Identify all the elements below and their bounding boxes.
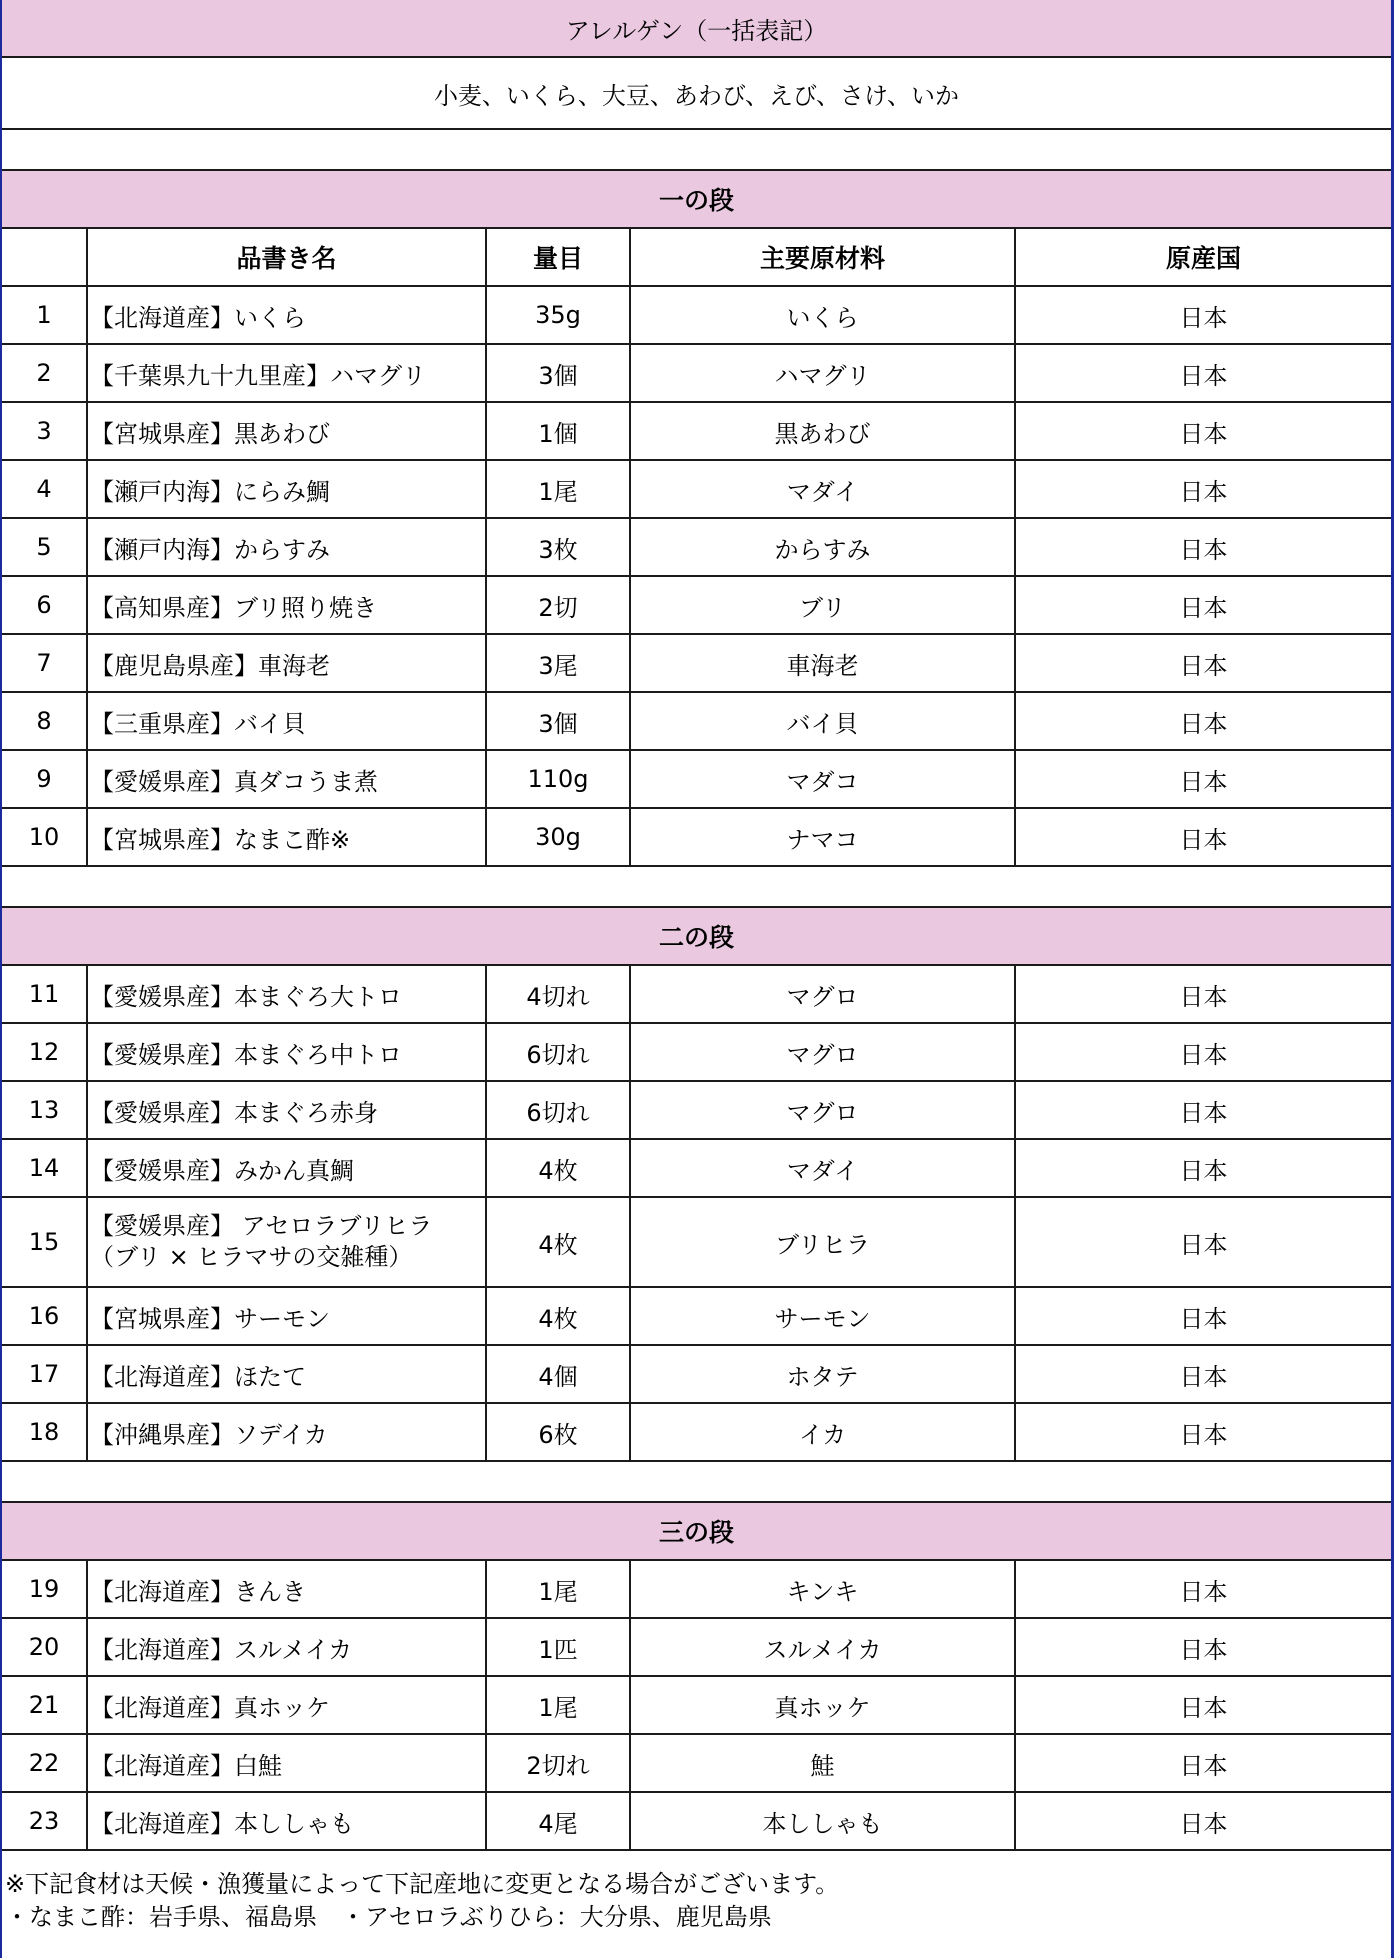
item-no: 6: [36, 591, 52, 619]
item-name: 【宮城県産】黒あわび: [86, 403, 485, 459]
item-origin: 日本: [1014, 1082, 1391, 1138]
item-name: 【千葉県九十九里産】ハマグリ: [86, 345, 485, 401]
item-quantity: 4枚: [485, 1198, 629, 1286]
item-name: 【宮城県産】サーモン: [86, 1288, 485, 1344]
allergen-title-row: [2, 0, 1391, 58]
item-no: 12: [28, 1038, 60, 1066]
item-name: 【愛媛県産】本まぐろ中トロ: [86, 1024, 485, 1080]
item-origin: 日本: [1014, 461, 1391, 517]
item-material: バイ貝: [629, 693, 1014, 749]
item-no: 9: [36, 765, 52, 793]
item-origin: 日本: [1014, 1677, 1391, 1733]
item-material: キンキ: [629, 1561, 1014, 1617]
item-quantity: 4切れ: [485, 966, 629, 1022]
item-material: マグロ: [629, 966, 1014, 1022]
item-origin: 日本: [1014, 345, 1391, 401]
table-row: [2, 1288, 1391, 1346]
item-origin: 日本: [1014, 966, 1391, 1022]
item-material: マダイ: [629, 1140, 1014, 1196]
table-row: [2, 751, 1391, 809]
item-origin: 日本: [1014, 519, 1391, 575]
table-row: [2, 809, 1391, 867]
item-origin: 日本: [1014, 1198, 1391, 1286]
item-quantity: 4枚: [485, 1140, 629, 1196]
item-name: 【鹿児島県産】車海老: [86, 635, 485, 691]
item-quantity: 2切: [485, 577, 629, 633]
footnote-line-2: ・なまこ酢：岩手県、福島県 ・アセロラぶりひら：大分県、鹿児島県: [5, 1903, 772, 1931]
item-origin: 日本: [1014, 1346, 1391, 1402]
item-no: 13: [28, 1096, 60, 1124]
item-material: 鮭: [629, 1735, 1014, 1791]
item-no: 7: [36, 649, 52, 677]
item-material: マグロ: [629, 1082, 1014, 1138]
table-row: [2, 577, 1391, 635]
header-material: 主要原材料: [629, 229, 1014, 285]
item-origin: 日本: [1014, 287, 1391, 343]
table-row: [2, 519, 1391, 577]
header-name: 品書き名: [86, 229, 485, 285]
item-no: 4: [36, 475, 52, 503]
item-origin: 日本: [1014, 1619, 1391, 1675]
item-quantity: 6切れ: [485, 1024, 629, 1080]
item-material: いくら: [629, 287, 1014, 343]
item-origin: 日本: [1014, 1404, 1391, 1460]
section-title: 二の段: [658, 923, 734, 952]
item-origin: 日本: [1014, 751, 1391, 807]
table-row: [2, 635, 1391, 693]
item-name: [86, 1198, 485, 1286]
allergen-items: 小麦、いくら、大豆、あわび、えび、さけ、いか: [433, 81, 960, 110]
item-name: 【宮城県産】なまこ酢※: [86, 809, 485, 865]
item-quantity: 30g: [485, 809, 629, 865]
item-no: 2: [36, 359, 52, 387]
allergen-items-row: [2, 58, 1391, 130]
item-material: マダコ: [629, 751, 1014, 807]
item-material: 本ししゃも: [629, 1793, 1014, 1849]
table-row: [2, 1346, 1391, 1404]
table-row: [2, 345, 1391, 403]
table-row: [2, 966, 1391, 1024]
item-material: からすみ: [629, 519, 1014, 575]
item-origin: 日本: [1014, 809, 1391, 865]
item-no: 10: [28, 823, 60, 851]
spacer-row: [2, 867, 1391, 908]
table-row: [2, 1677, 1391, 1735]
item-quantity: 1匹: [485, 1619, 629, 1675]
item-material: ホタテ: [629, 1346, 1014, 1402]
item-name: 【高知県産】ブリ照り焼き: [86, 577, 485, 633]
item-material: 真ホッケ: [629, 1677, 1014, 1733]
item-name: 【北海道産】きんき: [86, 1561, 485, 1617]
item-no: 5: [36, 533, 52, 561]
item-quantity: 110g: [485, 751, 629, 807]
table-row: [2, 461, 1391, 519]
table-row: [2, 1198, 1391, 1288]
section-title-row: [2, 171, 1391, 229]
spacer-row: [2, 130, 1391, 171]
item-quantity: 4枚: [485, 1288, 629, 1344]
item-no: 20: [28, 1633, 60, 1661]
item-origin: 日本: [1014, 1735, 1391, 1791]
item-no: 11: [28, 980, 60, 1008]
item-name: 【北海道産】いくら: [86, 287, 485, 343]
item-quantity: 1尾: [485, 1561, 629, 1617]
item-material: スルメイカ: [629, 1619, 1014, 1675]
table-row: [2, 1024, 1391, 1082]
item-quantity: 1尾: [485, 1677, 629, 1733]
item-quantity: 1個: [485, 403, 629, 459]
item-material: マダイ: [629, 461, 1014, 517]
item-quantity: 6切れ: [485, 1082, 629, 1138]
item-no: 22: [28, 1749, 60, 1777]
item-quantity: 3個: [485, 693, 629, 749]
item-no: 1: [36, 301, 52, 329]
item-name: 【愛媛県産】真ダコうま煮: [86, 751, 485, 807]
item-quantity: 1尾: [485, 461, 629, 517]
item-quantity: 4尾: [485, 1793, 629, 1849]
item-name-line1: 【愛媛県産】 アセロラブリヒラ: [90, 1212, 433, 1240]
item-material: ハマグリ: [629, 345, 1014, 401]
item-origin: 日本: [1014, 1024, 1391, 1080]
footnote-line-1: ※下記食材は天候・漁獲量によって下記産地に変更となる場合がございます。: [5, 1870, 840, 1898]
footnotes: [5, 1868, 839, 1934]
table-row: [2, 1082, 1391, 1140]
item-quantity: 6枚: [485, 1404, 629, 1460]
item-material: ナマコ: [629, 809, 1014, 865]
table-row: [2, 693, 1391, 751]
table-row: [2, 1619, 1391, 1677]
item-name: 【北海道産】ほたて: [86, 1346, 485, 1402]
header-quantity: 量目: [485, 229, 629, 285]
item-no: 16: [28, 1302, 60, 1330]
item-material: イカ: [629, 1404, 1014, 1460]
item-no: 15: [28, 1228, 60, 1256]
item-material: サーモン: [629, 1288, 1014, 1344]
item-origin: 日本: [1014, 1288, 1391, 1344]
item-quantity: 3尾: [485, 635, 629, 691]
item-no: 14: [28, 1154, 60, 1182]
item-no: 23: [28, 1807, 60, 1835]
item-name: 【北海道産】本ししゃも: [86, 1793, 485, 1849]
spacer-row: [2, 1462, 1391, 1503]
table-row: [2, 1793, 1391, 1851]
item-no: 17: [28, 1360, 60, 1388]
item-origin: 日本: [1014, 635, 1391, 691]
section-title: 一の段: [658, 186, 734, 215]
header-no: [2, 229, 86, 285]
item-origin: 日本: [1014, 1561, 1391, 1617]
item-name: 【瀬戸内海】からすみ: [86, 519, 485, 575]
item-quantity: 4個: [485, 1346, 629, 1402]
item-name: 【瀬戸内海】にらみ鯛: [86, 461, 485, 517]
item-name: 【三重県産】バイ貝: [86, 693, 485, 749]
item-quantity: 35g: [485, 287, 629, 343]
item-name: 【北海道産】スルメイカ: [86, 1619, 485, 1675]
item-quantity: 3個: [485, 345, 629, 401]
item-no: 19: [28, 1575, 60, 1603]
item-material: ブリヒラ: [629, 1198, 1014, 1286]
header-origin: 原産国: [1014, 229, 1391, 285]
table-row: [2, 403, 1391, 461]
item-name: 【北海道産】白鮭: [86, 1735, 485, 1791]
item-quantity: 3枚: [485, 519, 629, 575]
item-name: 【愛媛県産】本まぐろ赤身: [86, 1082, 485, 1138]
item-origin: 日本: [1014, 403, 1391, 459]
table-row: [2, 1561, 1391, 1619]
allergen-title: アレルゲン（一括表記）: [565, 16, 828, 45]
table-header-row: [2, 229, 1391, 287]
item-name: 【沖縄県産】ソデイカ: [86, 1404, 485, 1460]
section-title: 三の段: [658, 1518, 734, 1547]
item-origin: 日本: [1014, 693, 1391, 749]
item-origin: 日本: [1014, 1793, 1391, 1849]
item-no: 3: [36, 417, 52, 445]
item-origin: 日本: [1014, 1140, 1391, 1196]
item-no: 18: [28, 1418, 60, 1446]
item-origin: 日本: [1014, 577, 1391, 633]
item-no: 8: [36, 707, 52, 735]
item-name: 【愛媛県産】本まぐろ大トロ: [86, 966, 485, 1022]
item-name: 【愛媛県産】みかん真鯛: [86, 1140, 485, 1196]
item-name-line2: （ブリ × ヒラマサの交雑種）: [90, 1243, 413, 1271]
item-no: 21: [28, 1691, 60, 1719]
item-material: 黒あわび: [629, 403, 1014, 459]
item-quantity: 2切れ: [485, 1735, 629, 1791]
table-row: [2, 1140, 1391, 1198]
item-material: ブリ: [629, 577, 1014, 633]
table-row: [2, 1404, 1391, 1462]
section-title-row: [2, 908, 1391, 966]
section-title-row: [2, 1503, 1391, 1561]
table-row: [2, 1735, 1391, 1793]
item-name: 【北海道産】真ホッケ: [86, 1677, 485, 1733]
table-row: [2, 287, 1391, 345]
item-material: マグロ: [629, 1024, 1014, 1080]
item-material: 車海老: [629, 635, 1014, 691]
